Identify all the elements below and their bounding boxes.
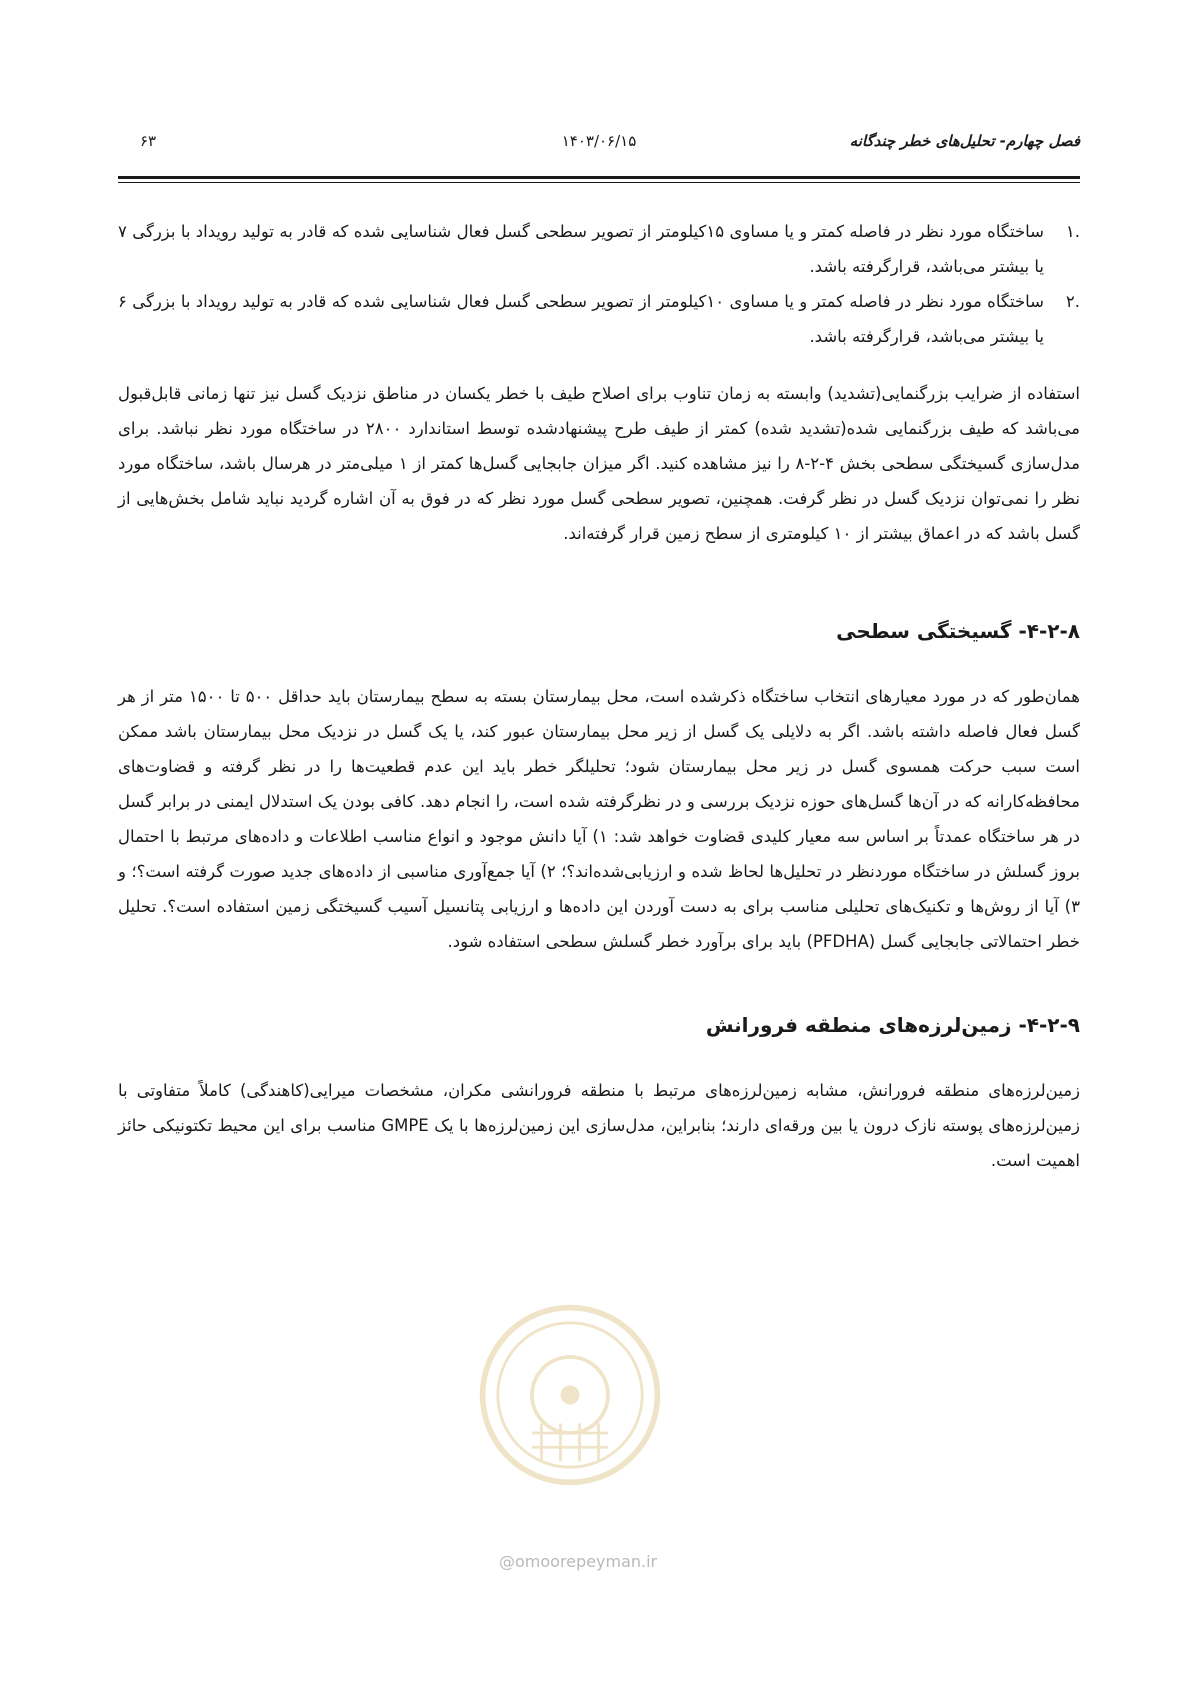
list-item-text: ساختگاه مورد نظر در فاصله کمتر و یا مساوی ۱۰کیلومتر از تصویر سطحی گسل فعال شناسایی شده که قادر به تولید رویداد با بزرگی ۶ یا بیشتر می‌باشد، قرارگرفته باشد. — [118, 292, 1044, 346]
document-body — [118, 214, 1080, 1178]
list-item — [118, 284, 1080, 354]
list-item-number: .۲ — [1065, 292, 1080, 311]
list-item-text: ساختگاه مورد نظر در فاصله کمتر و یا مساوی ۱۵کیلومتر از تصویر سطحی گسل فعال شناسایی شده که قادر به تولید رویداد با بزرگی ۷ یا بیشتر می‌باشد، قرارگرفته باشد. — [118, 222, 1044, 276]
subduction-paragraph: زمین‌لرزه‌های منطقه فرورانش، مشابه زمین‌لرزه‌های مرتبط با منطقه فرورانشی مکران، مشخصات میرایی(کاهندگی) کاملاً متفاوتی با زمین‌لرزه‌های پوسته نازک درون یا بین ورقه‌ای دارند؛ بنابراین، مدل‌سازی این زمین‌لرزه‌ها با یک GMPE مناسب برای این محیط تکتونیکی حائز اهمیت است. — [118, 1081, 1080, 1170]
page-header — [118, 128, 1080, 156]
seal-logo-icon — [475, 1300, 665, 1490]
list-item-number: .۱ — [1065, 222, 1080, 241]
list-item — [118, 214, 1080, 284]
header-rule-thick — [118, 176, 1080, 179]
amplification-paragraph: استفاده از ضرایب بزرگنمایی(تشدید) وابسته به زمان تناوب برای اصلاح طیف با خطر یکسان در مناطق نزدیک گسل نیز تنها زمانی قابل‌قبول می‌باشد که طیف بزرگنمایی شده(تشدید شده) کمتر از طیف طرح پیشنهادشده توسط استاندارد ۲۸۰۰ در ساختگاه مورد نظر نباشد. برای مدل‌سازی گسیختگی سطحی بخش ۴-۲-۸ را نیز مشاهده کنید. اگر میزان جابجایی گسل‌ها کمتر از ۱ میلی‌متر در هرسال باشد، ساختگاه مورد نظر را نمی‌توان نزدیک گسل در نظر گرفت. همچنین، تصویر سطحی گسل مورد نظر که در فوق به آن اشاره گردید نباید شامل بخش‌هایی از گسل باشد که در اعماق بیشتر از ۱۰ کیلومتری از سطح زمین قرار گرفته‌اند. — [118, 384, 1080, 543]
section-heading-surface-rupture: ۴-۲-۸- گسیختگی سطحی — [836, 619, 1080, 643]
section-heading-subduction: ۴-۲-۹- زمین‌لرزه‌های منطقه فرورانش — [705, 1013, 1080, 1037]
chapter-title: فصل چهارم- تحلیل‌های خطر چندگانه — [849, 132, 1080, 150]
criteria-list — [118, 214, 1080, 354]
header-rule-thin — [118, 182, 1080, 183]
surface-rupture-paragraph: همان‌طور که در مورد معیارهای انتخاب ساختگاه ذکرشده است، محل بیمارستان بسته به سطح بیمارستان باید حداقل ۵۰۰ تا ۱۵۰۰ متر از هر گسل فعال فاصله داشته باشد. اگر به دلایلی یک گسل از زیر محل بیمارستان عبور کند، یا یک گسل در نزدیک محل بیمارستان باشد ممکن است سبب حرکت همسوی گسل در زیر محل بیمارستان شود؛ تحلیلگر خطر باید این عدم قطعیت‌ها را در نظر گرفته و قضاوت‌های محافظه‌کارانه که در آن‌ها گسل‌های حوزه نزدیک بررسی و در نظرگرفته شده است، را انجام دهد. کافی بودن یک استدلال ایمنی در برابر گسل در هر ساختگاه عمدتاً بر اساس سه معیار کلیدی قضاوت خواهد شد: ۱) آیا دانش موجود و انواع مناسب اطلاعات و داده‌های مرتبط با احتمال بروز گسلش در ساختگاه موردنظر در تحلیل‌ها لحاظ شده و ارزیابی‌شده‌اند؟؛ ۲) آیا جمع‌آوری مناسبی از داده‌های جدید صورت گرفته است؟؛ و ۳) آیا از روش‌ها و تکنیک‌های تحلیلی مناسب برای به دست آوردن این داده‌ها و ارزیابی پتانسیل آسیب گسیختگی زمین استفاده است؟. تحلیل خطر احتمالاتی جابجایی گسل (PFDHA) باید برای برآورد خطر گسلش سطحی استفاده شود. — [118, 687, 1081, 951]
page-number: ۶۳ — [140, 132, 157, 150]
watermark-text: @omoorepeyman.ir — [499, 1552, 658, 1571]
document-date: ۱۴۰۳/۰۶/۱۵ — [561, 132, 637, 150]
